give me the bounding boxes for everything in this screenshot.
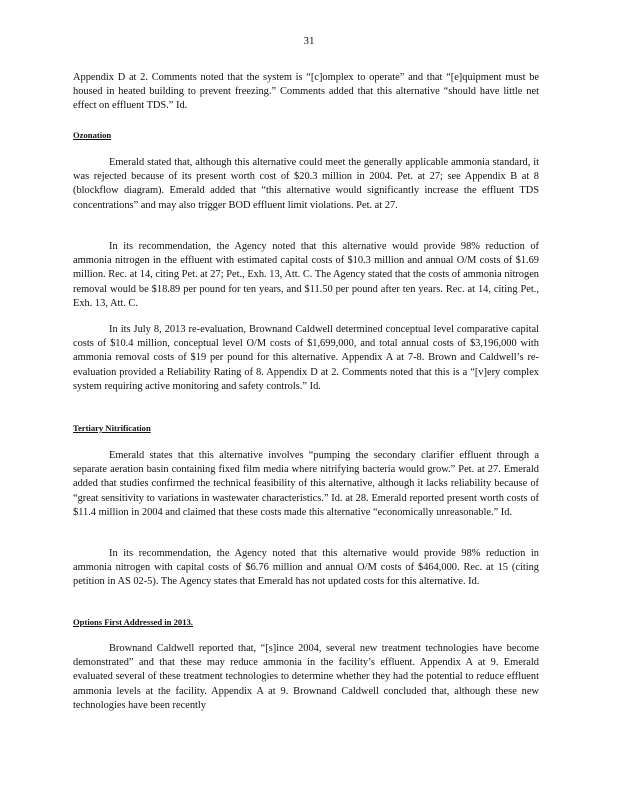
page-number: 31 (303, 35, 315, 47)
paragraph-ozonation-agency: In its recommendation, the Agency noted that this alternative would provide 98% reduction of ammonia nitrogen in the effluent with estimated capital costs of $10.3 million and annual O/M costs of $1.69 million. Rec. at 14, citing Pet. at 27; Pet., Exh. 13, Att. C. The Agency stated that the costs of ammonia nitrogen removal would be $18.89 per pound for ten years, and $11.50 per pound after ten years. Rec. at 14, citing Pet., Exh. 13, Att. C. (73, 241, 539, 309)
paragraph-ozonation-reevaluation: In its July 8, 2013 re-evaluation, Brownand Caldwell determined conceptual level comparative capital costs of $10.4 million, conceptual level O/M costs of $1,699,000, and total annual costs of $3,196,000 with ammonia removal costs of $19 per pound for this alternative. Appendix A at 7-8. Brown and Caldwell’s re-evaluation provided a Reliability Rating of 8. Appendix D at 2. Comments noted that this is a “[v]ery complex system requiring active monitoring and safety controls.” Id. (73, 324, 539, 392)
paragraph-tertiary-agency: In its recommendation, the Agency noted that this alternative would provide 98% reduction in ammonia nitrogen with capital costs of $6.76 million and annual O/M costs of $464,000. Rec. at 15 (citing petition in AS 02-5). The Agency states that Emerald has not updated costs for this alternative. Id. (73, 548, 539, 588)
paragraph-options-brownand-caldwell: Brownand Caldwell reported that, “[s]ince 2004, several new treatment technologies have become demonstrated” and that these may reduce ammonia in the facility’s effluent. Appendix A at 9. Emerald evaluated several of these treatment technologies to determine whether they had the potential to reduce effluent ammonia levels at the facility. Appendix A at 9. Brownand Caldwell concluded that, although these new technologies have been recently (73, 643, 539, 711)
paragraph-continuation: Appendix D at 2. Comments noted that the system is “[c]omplex to operate” and that “[e]quipment must be housed in heated building to prevent freezing.” Comments added that this alternative “should have little net effect on effluent TDS.” Id. (73, 72, 539, 112)
paragraph-ozonation-emerald: Emerald stated that, although this alternative could meet the generally applicable ammonia standard, it was rejected because of its present worth cost of $20.3 million in 2004. Pet. at 27; see Appendix B at 8 (blockflow diagram). Emerald added that “this alternative would significantly increase the effluent TDS concentrations” and may also trigger BOD effluent limit violations. Pet. at 27. (73, 157, 539, 211)
section-heading-ozonation: Ozonation (73, 130, 112, 140)
section-heading-options-2013: Options First Addressed in 2013. (73, 617, 193, 627)
section-heading-tertiary-nitrification: Tertiary Nitrification (73, 423, 151, 433)
paragraph-tertiary-emerald: Emerald states that this alternative involves “pumping the secondary clarifier effluent through a separate aeration basin containing fixed film media where nitrifying bacteria would grow.” Pet. at 27. Emerald added that studies confirmed the technical feasibility of this alternative, although it lacks reliability because of “great sensitivity to variations in wastewater characteristics.” Id. at 28. Emerald reported present worth costs of $11.4 million in 2004 and claimed that these costs made this alternative “economically unreasonable.” Id. (73, 450, 539, 518)
